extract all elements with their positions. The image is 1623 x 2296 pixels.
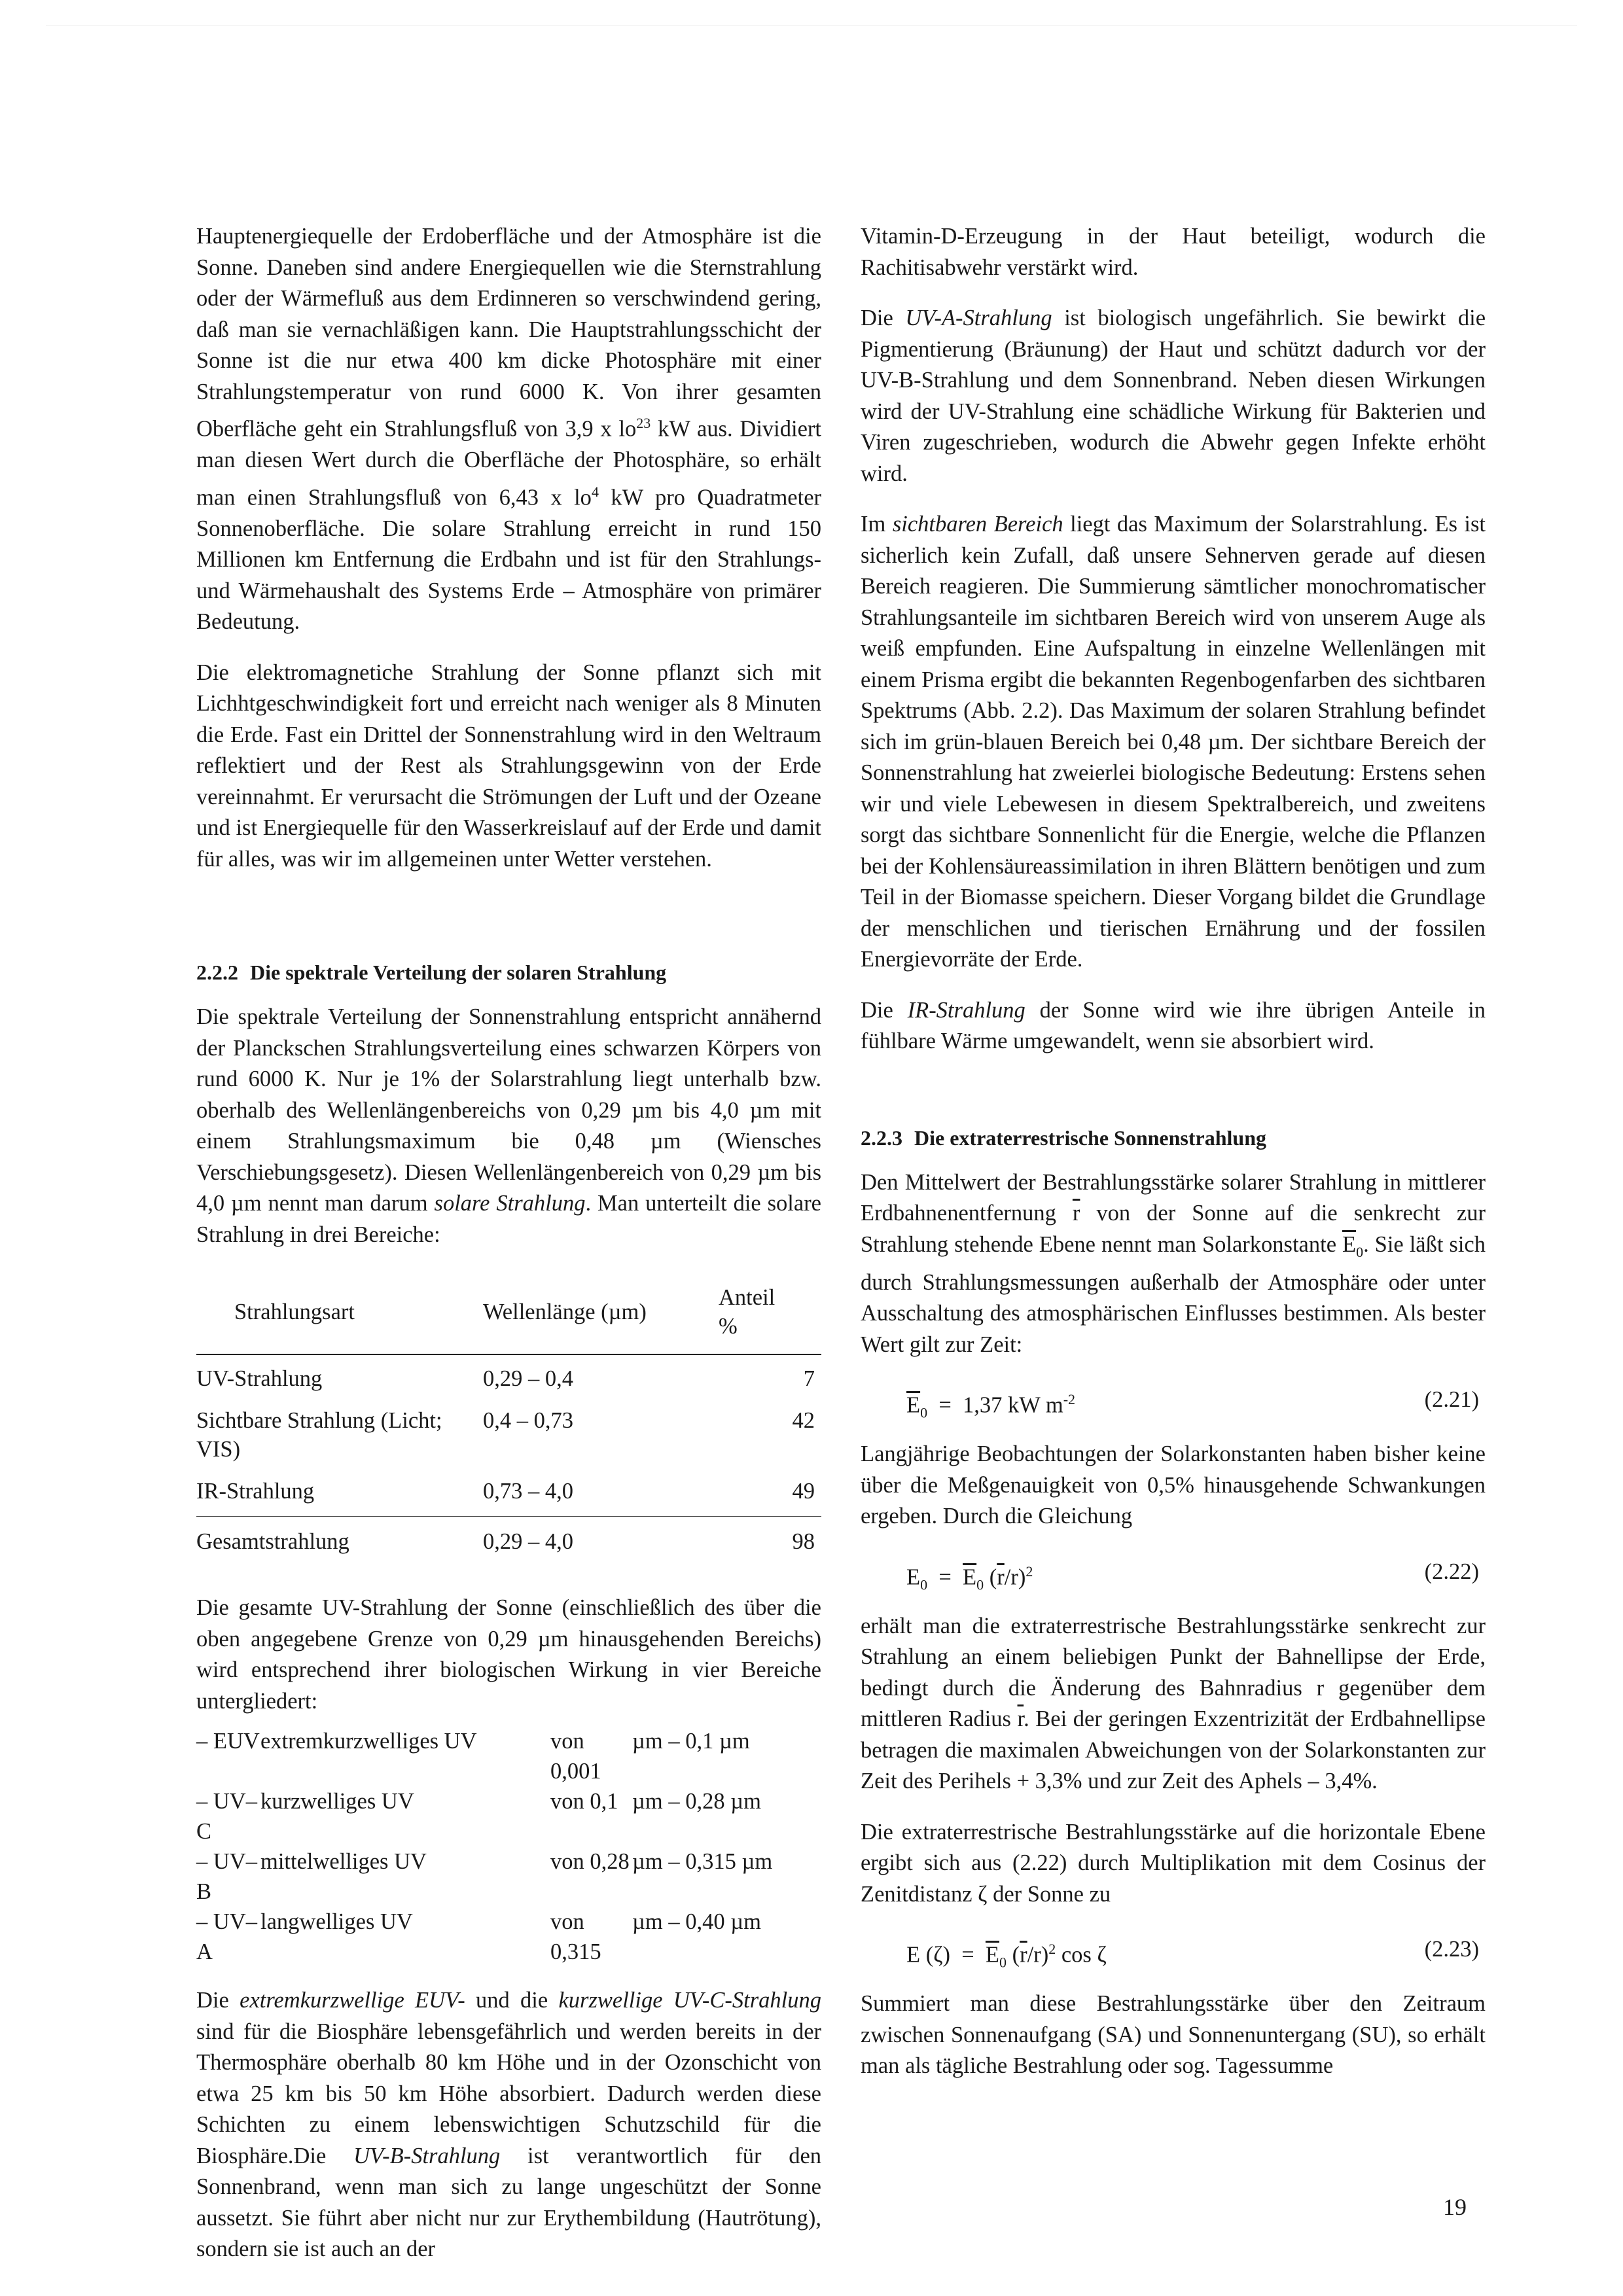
table-header-row [196,1274,821,1354]
paragraph-euv-uvc-uvb: Die extremkurzwellige EUV- und die kurzwellige UV-C-Strahlung sind für die Biosphäre lebensgefährlich und werden bereits in der Thermosphäre oberhalb 80 km Höhe und in der Ozonschicht von etwa 25 km bis 50 km Höhe absorbiert. Dadurch werden diese Schichten zu einem lebenswichtigen Schutzschild für die Biosphäre.Die UV-B-Strahlung ist verantwortlich für den Sonnenbrand, wenn man sich zu lange ungeschützt der Sonne aussetzt. Sie führt aber nicht nur zur Erythembildung (Hautrötung), sondern sie ist auch an der [196,1988,822,2261]
list-item: – UV–A langwelliges UV von 0,315 µm – 0,40 µm [196,1909,761,1964]
table-cell: Gesamtstrahlung [196,1517,483,1561]
paragraph-solar-constant: Den Mittelwert der Bestrahlungsstärke solarer Strahlung in mittlerer Erdbahnenentfernung $\overline{r}$ von der Sonne auf die senkrecht zur Strahlung stehende Ebene nennt man Solarkonstante $\overline{E}_0$. Sie läßt sich durch Strahlungsmessungen außerhalb der Atmosphäre oder unter Ausschaltung des atmosphärischen Einflusses bestimmen. Als bester Wert gilt zur Zeit: [861,1169,1486,1357]
uv-range-list [196,1726,821,1967]
paragraph-ir: Die IR-Strahlung der Sonne wird wie ihre übrigen Anteile in fühlbare Wärme umgewandelt, wenn sie absorbiert wird. [861,997,1486,1053]
table-row [196,1397,821,1468]
table-header: Strahlungsart [196,1274,483,1354]
table-cell: IR-Strahlung [196,1479,315,1504]
equation-number: (2.21) [1424,1387,1479,1413]
table-cell: 7 [803,1366,815,1391]
paragraph-em-radiation: Die elektromagnetiche Strahlung der Sonne pflanzt sich mit Lichhtgeschwindigkeit fort und erreicht nach weniger als 8 Minuten die Erde. Fast ein Drittel der Sonnenstrahlung wird in den Weltraum reflektiert und der Rest als Strahlungsgewinn von der Erde vereinnahmt. Er verursacht die Strömungen der Luft und der Ozeane und ist Energiequelle für den Wasserkreislauf auf der Erde und damit für alles, was wir im allgemeinen unter Wetter verstehen. [196,660,821,872]
list-item: – UV–C kurzwelliges UV von 0,1 µm – 0,28 µm [196,1789,761,1844]
paragraph-vitamin-d: Vitamin-D-Erzeugung in der Haut beteiligt, wodurch die Rachitisabwehr verstärkt wird. [861,224,1486,280]
equation-expression: $\overline{E}_0 = 1,37$ kW $m^{-2}$ [906,1391,1076,1421]
left-column [196,221,821,2265]
table-row-total [196,1517,821,1561]
table-cell: 0,73 – 4,0 [483,1479,573,1504]
paragraph-energy-source: Hauptenergiequelle der Erdoberfläche und der Atmosphäre ist die Sonne. Daneben sind andere Energiequellen wie die Sternstrahlung oder der Wärmefluß aus dem Erdinneren so verschwindend gering, daß man sie vernachläßigen kann. Die Hauptstrahlungsschicht der Sonne ist die nur etwa 400 km dicke Photosphäre mit einer Strahlungstemperatur von rund 6000 K. Von ihrer gesamten Oberfläche geht ein Strahlungsfluß von 3,9 x $lo^{23}$ kW aus. Dividiert man diesen Wert durch die Oberfläche der Photosphäre, so erhält man einen Strahlungsfluß von 6,43 x $lo^4$ kW pro Quadratmeter Sonnenoberfläche. Die solare Strahlung erreicht in rund 150 Millionen km Entfernung die Erdbahn und ist für den Strahlungs- und Wärmehaushalt des Systems Erde – Atmosphäre von primärer Bedeutung. [196,224,821,634]
table-cell: UV-Strahlung [196,1366,323,1391]
right-column [861,221,1486,2082]
paragraph-uva: Die UV-A-Strahlung ist biologisch ungefährlich. Sie bewirkt die Pigmentierung (Bräunung) der Haut und schützt dadurch vor der UV-B-Strahlung und dem Sonnenbrand. Neben diesen Wirkungen wird der UV-Strahlung eine schädliche Wirkung für Bakterien und Viren zugeschrieben, wodurch die Abwehr gegen Infekte erhöht wird. [861,306,1486,486]
table-cell: 98 [719,1517,821,1561]
page-edge-rule [46,25,1577,26]
equation-2-23 [861,1928,1486,1970]
table-row [196,1354,821,1397]
table-cell: Sichtbare Strahlung (Licht; VIS) [196,1408,442,1462]
paragraph-daily-sum: Summiert man diese Bestrahlungsstärke über den Zeitraum zwischen Sonnenaufgang (SA) und Sonnenuntergang (SU), so erhält man als tägliche Bestrahlung oder sog. Tagessumme [861,1991,1486,2079]
equation-2-22 [861,1551,1486,1593]
table-header: Wellenlänge (µm) [483,1274,719,1354]
table-row [196,1468,821,1517]
table-cell: 0,29 – 0,4 [483,1366,573,1391]
paragraph-horizontal-plane: Die extraterrestrische Bestrahlungsstärke auf die horizontale Ebene ergibt sich aus (2.22) durch Multiplikation mit dem Cosinus der Zenitdistanz ζ der Sonne zu [861,1819,1486,1907]
list-item: – EUV extremkurzwelliges UV von 0,001 µm – 0,1 µm [196,1729,750,1784]
equation-number: (2.22) [1424,1559,1479,1584]
table-header: Anteil % [719,1274,821,1354]
table-cell: 0,4 – 0,73 [483,1408,573,1433]
paragraph-observations: Langjährige Beobachtungen der Solarkonstanten haben bisher keine über die Meßgenauigkeit von 0,5% hinausgehende Schwankungen ergeben. Durch die Gleichung [861,1441,1486,1529]
table-cell: 0,29 – 4,0 [483,1517,719,1561]
section-heading-2-2-2: 2.2.2 Die spektrale Verteilung der solaren Strahlung [196,961,667,984]
equation-expression: $E_0 = \overline{E}_0$ $(\overline{r}/r)^2$ [906,1563,1033,1593]
paragraph-spectral-distribution: Die spektrale Verteilung der Sonnenstrahlung entspricht annähernd der Planckschen Strahlungsverteilung eines schwarzen Körpers von rund 6000 K. Nur je 1% der Solarstrahlung liegt unterhalb bzw. oberhalb des Wellenlängenbereichs von 0,29 µm bis 4,0 µm mit einem Strahlungsmaximum bie 0,48 µm (Wiensches Verschiebungsgesetz). Diesen Wellenlängenbereich von 0,29 µm bis 4,0 µm nennt man darum solare Strahlung. Man unterteilt die solare Strahlung in drei Bereiche: [196,1004,821,1247]
radiation-table [196,1274,821,1560]
paragraph-uv-subdivision: Die gesamte UV-Strahlung der Sonne (einschließlich des über die oben angegebene Grenze von 0,29 µm hinausgehenden Bereichs) wird entsprechend ihrer biologischen Wirkung in vier Bereiche untergliedert: [196,1595,821,1714]
paragraph-extraterrestrial: erhält man die extraterrestrische Bestrahlungsstärke senkrecht zur Strahlung an einem beliebigen Punkt der Bahnellipse der Erde, bedingt durch die Änderung des Bahnradius r gegenüber dem mittleren Radius $\overline{r}$. Bei der geringen Exzentrizität der Erdbahnellipse betragen die maximalen Abweichungen von der Solarkonstanten zur Zeit des Perihels + 3,3% und zur Zeit des Aphels – 3,4%. [861,1613,1486,1794]
table-cell: 49 [792,1479,815,1504]
equation-expression: E $(\zeta) = \overline{E}_0$ $(\overline{r}/r)^2$ cos ζ [906,1941,1107,1971]
table-cell: 42 [792,1408,815,1433]
paragraph-visible-range: Im sichtbaren Bereich liegt das Maximum der Solarstrahlung. Es ist sicherlich kein Zufall, daß unsere Sehnerven gerade auf diesen Bereich reagieren. Die Summierung sämtlicher monochromatischer Strahlungsanteile im sichtbaren Bereich wird von unserem Auge als weiß empfunden. Eine Aufspaltung in einzelne Wellenlängen mit einem Prisma ergibt die bekannten Regenbogenfarben des sichtbaren Spektrums (Abb. 2.2). Das Maximum der solaren Strahlung befindet sich im grün-blauen Bereich bei 0,48 µm. Der sichtbare Bereich der Sonnenstrahlung hat zweierlei biologische Bedeutung: Erstens sehen wir und viele Lebewesen in diesem Spektralbereich, und zweitens sorgt das sichtbare Sonnenlicht für die Energie, welche die Pflanzen bei der Kohlensäureassimilation in ihren Blättern benötigen und zum Teil in der Biomasse speichern. Dieser Vorgang bildet die Grundlage der menschlichen und tierischen Ernährung und der fossilen Energievorräte der Erde. [861,512,1486,972]
equation-number: (2.23) [1424,1937,1479,1962]
section-heading-2-2-3: 2.2.3 Die extraterrestrische Sonnenstrahlung [861,1125,1266,1150]
page-number: 19 [1443,2194,1467,2220]
equation-2-21 [861,1379,1486,1421]
list-item: – UV–B mittelwelliges UV von 0,28 µm – 0,315 µm [196,1849,773,1904]
